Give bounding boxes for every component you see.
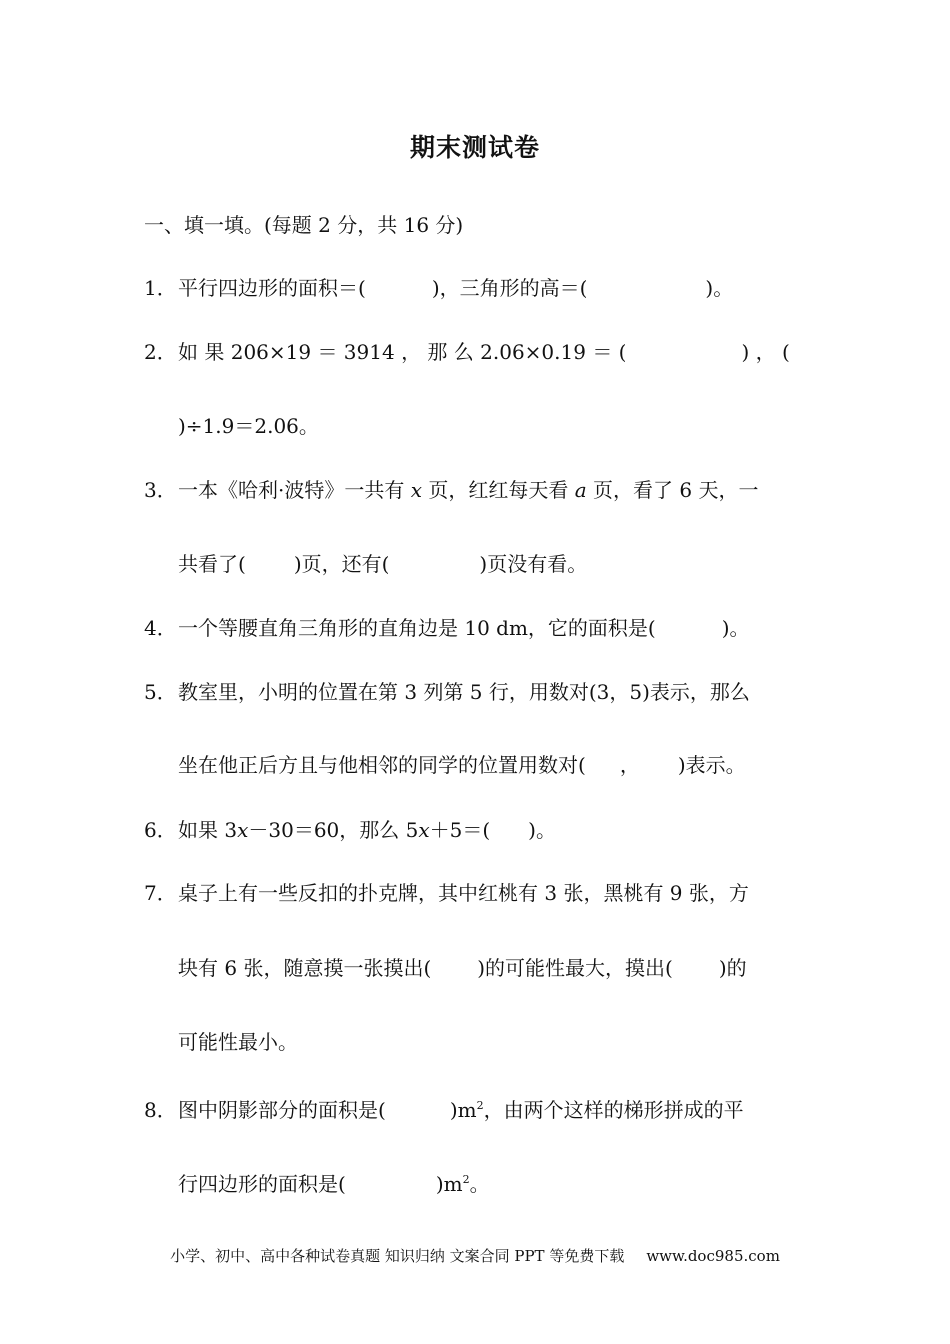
question-7-continued-2: 可能性最小。 (178, 1030, 298, 1054)
question-2: 2．如 果 206×19 ＝ 3914 ， 那 么 2.06×0.19 ＝ ( ) ， ( (144, 337, 790, 367)
question-5: 5．教室里，小明的位置在第 3 列第 5 行，用数对(3，5)表示，那么 (144, 677, 750, 707)
footer-text: 小学、初中、高中各种试卷真题 知识归纳 文案合同 PPT 等免费下载 (170, 1247, 625, 1265)
question-number: 7． (144, 881, 177, 905)
question-number: 5． (144, 680, 177, 704)
page-title: 期末测试卷 (409, 133, 540, 162)
question-number: 6． (144, 818, 177, 842)
question-5-continued: 坐在他正后方且与他相邻的同学的位置用数对( ， )表示。 (178, 753, 746, 777)
question-1: 1．平行四边形的面积＝( )，三角形的高＝( )。 (144, 273, 733, 303)
question-7-continued: 块有 6 张，随意摸一张摸出( )的可能性最大，摸出( )的 (178, 956, 747, 980)
question-8: 8．图中阴影部分的面积是( )$m^2$，由两个这样的梯形拼成的平 (144, 1091, 744, 1125)
question-number: 2． (144, 340, 177, 364)
question-7: 7．桌子上有一些反扣的扑克牌，其中红桃有 3 张，黑桃有 9 张，方 (144, 878, 749, 908)
question-6: 6．如果 3x－30＝60，那么 5x＋5＝( )。 (144, 815, 556, 845)
question-number: 8． (144, 1098, 177, 1122)
question-number: 4． (144, 616, 177, 640)
question-2-continued: )÷1.9＝2.06。 (178, 414, 319, 438)
question-8-continued: 行四边形的面积是( )$m^2$。 (178, 1172, 490, 1196)
question-3: 3．一本《哈利·波特》一共有 x 页，红红每天看 a 页，看了 6 天，一 (144, 475, 758, 505)
footer-url[interactable]: www.doc985.com (646, 1247, 780, 1265)
question-4: 4．一个等腰直角三角形的直角边是 10 dm，它的面积是( )。 (144, 613, 750, 643)
question-3-continued: 共看了( )页，还有( )页没有看。 (178, 552, 588, 576)
question-number: 1． (144, 276, 177, 300)
page-footer (0, 1245, 950, 1266)
question-number: 3． (144, 478, 177, 502)
section-heading: 一、填一填。(每题 2 分，共 16 分) (144, 213, 464, 237)
